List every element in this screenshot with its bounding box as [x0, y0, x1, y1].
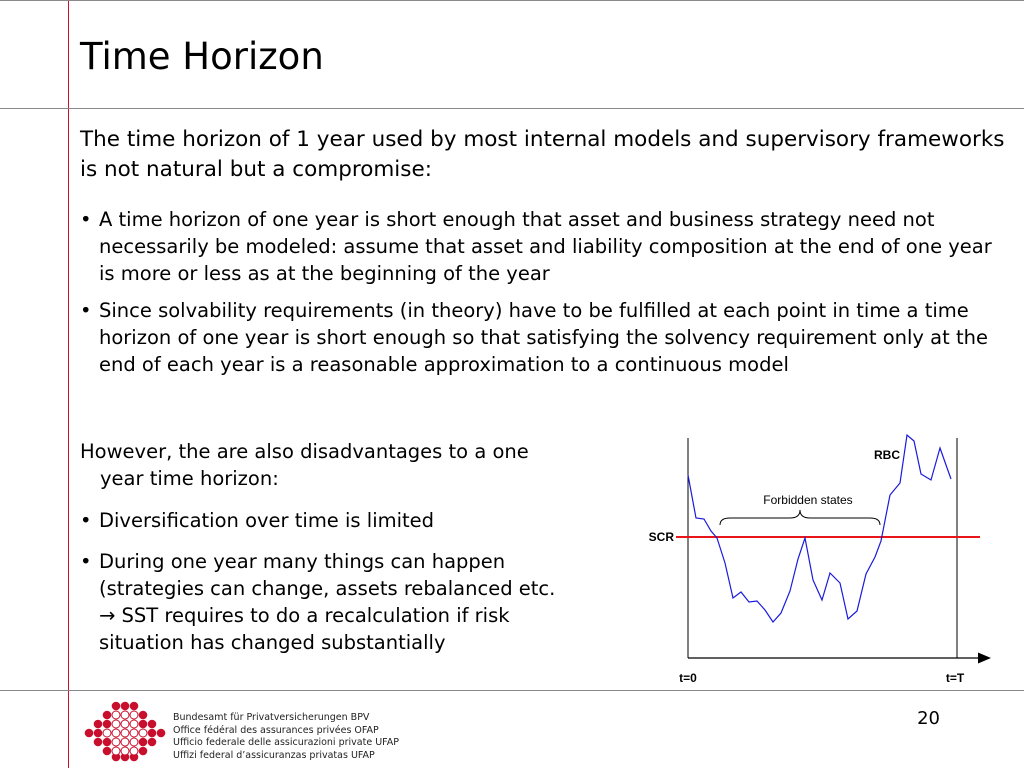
scr-label: SCR	[648, 530, 674, 544]
disadvantages-intro: However, the are also disadvantages to a one year time horizon:	[80, 440, 529, 490]
forbidden-brace	[720, 510, 880, 525]
agency-line: Office fédéral des assurances privées OFAP	[173, 724, 379, 736]
t0-label: t=0	[679, 671, 697, 685]
agency-name-block	[173, 712, 399, 762]
rbc-scr-diagram	[630, 430, 1000, 692]
disadvantages-list	[80, 507, 560, 670]
time-axis-arrow-icon	[978, 653, 991, 664]
page-number: 20	[917, 708, 940, 729]
top-divider	[0, 0, 1024, 1]
list-item: • During one year many things can happen (strategies can change, assets rebalanced etc. → SST requires to do a recalculation if risk situation has changed substantially	[80, 548, 560, 656]
advantages-list	[80, 206, 1010, 388]
swiss-cross-dot-logo-icon	[80, 700, 166, 762]
agency-line: Ufficio federale delle assicurazioni private UFAP	[173, 737, 399, 748]
list-item: • A time horizon of one year is short enough that asset and business strategy need not necessarily be modeled: assume that asset and liability composition at the end of one year is more or less as at the beginning of the year	[80, 206, 1010, 287]
tT-label: t=T	[945, 671, 965, 685]
rbc-path	[688, 435, 951, 622]
intro-text: The time horizon of 1 year used by most internal models and supervisory frameworks is not natural but a compromise:	[80, 127, 1005, 182]
list-item: • Since solvability requirements (in theory) have to be fulfilled at each point in time a time horizon of one year is short enough so that satisfying the solvency requirement only at the end of each year is a reasonable approximation to a continuous model	[80, 297, 1010, 378]
left-accent-line	[68, 0, 69, 768]
rbc-label: RBC	[874, 448, 900, 462]
agency-line: Bundesamt für Privatversicherungen BPV	[173, 712, 370, 723]
slide-title: Time Horizon	[80, 35, 324, 78]
forbidden-states-label: Forbidden states	[763, 493, 853, 507]
list-item: • Diversification over time is limited	[80, 507, 560, 534]
title-divider	[0, 108, 1024, 109]
agency-line: Uffizi federal d’assicuranzas privatas UFAP	[173, 749, 375, 761]
